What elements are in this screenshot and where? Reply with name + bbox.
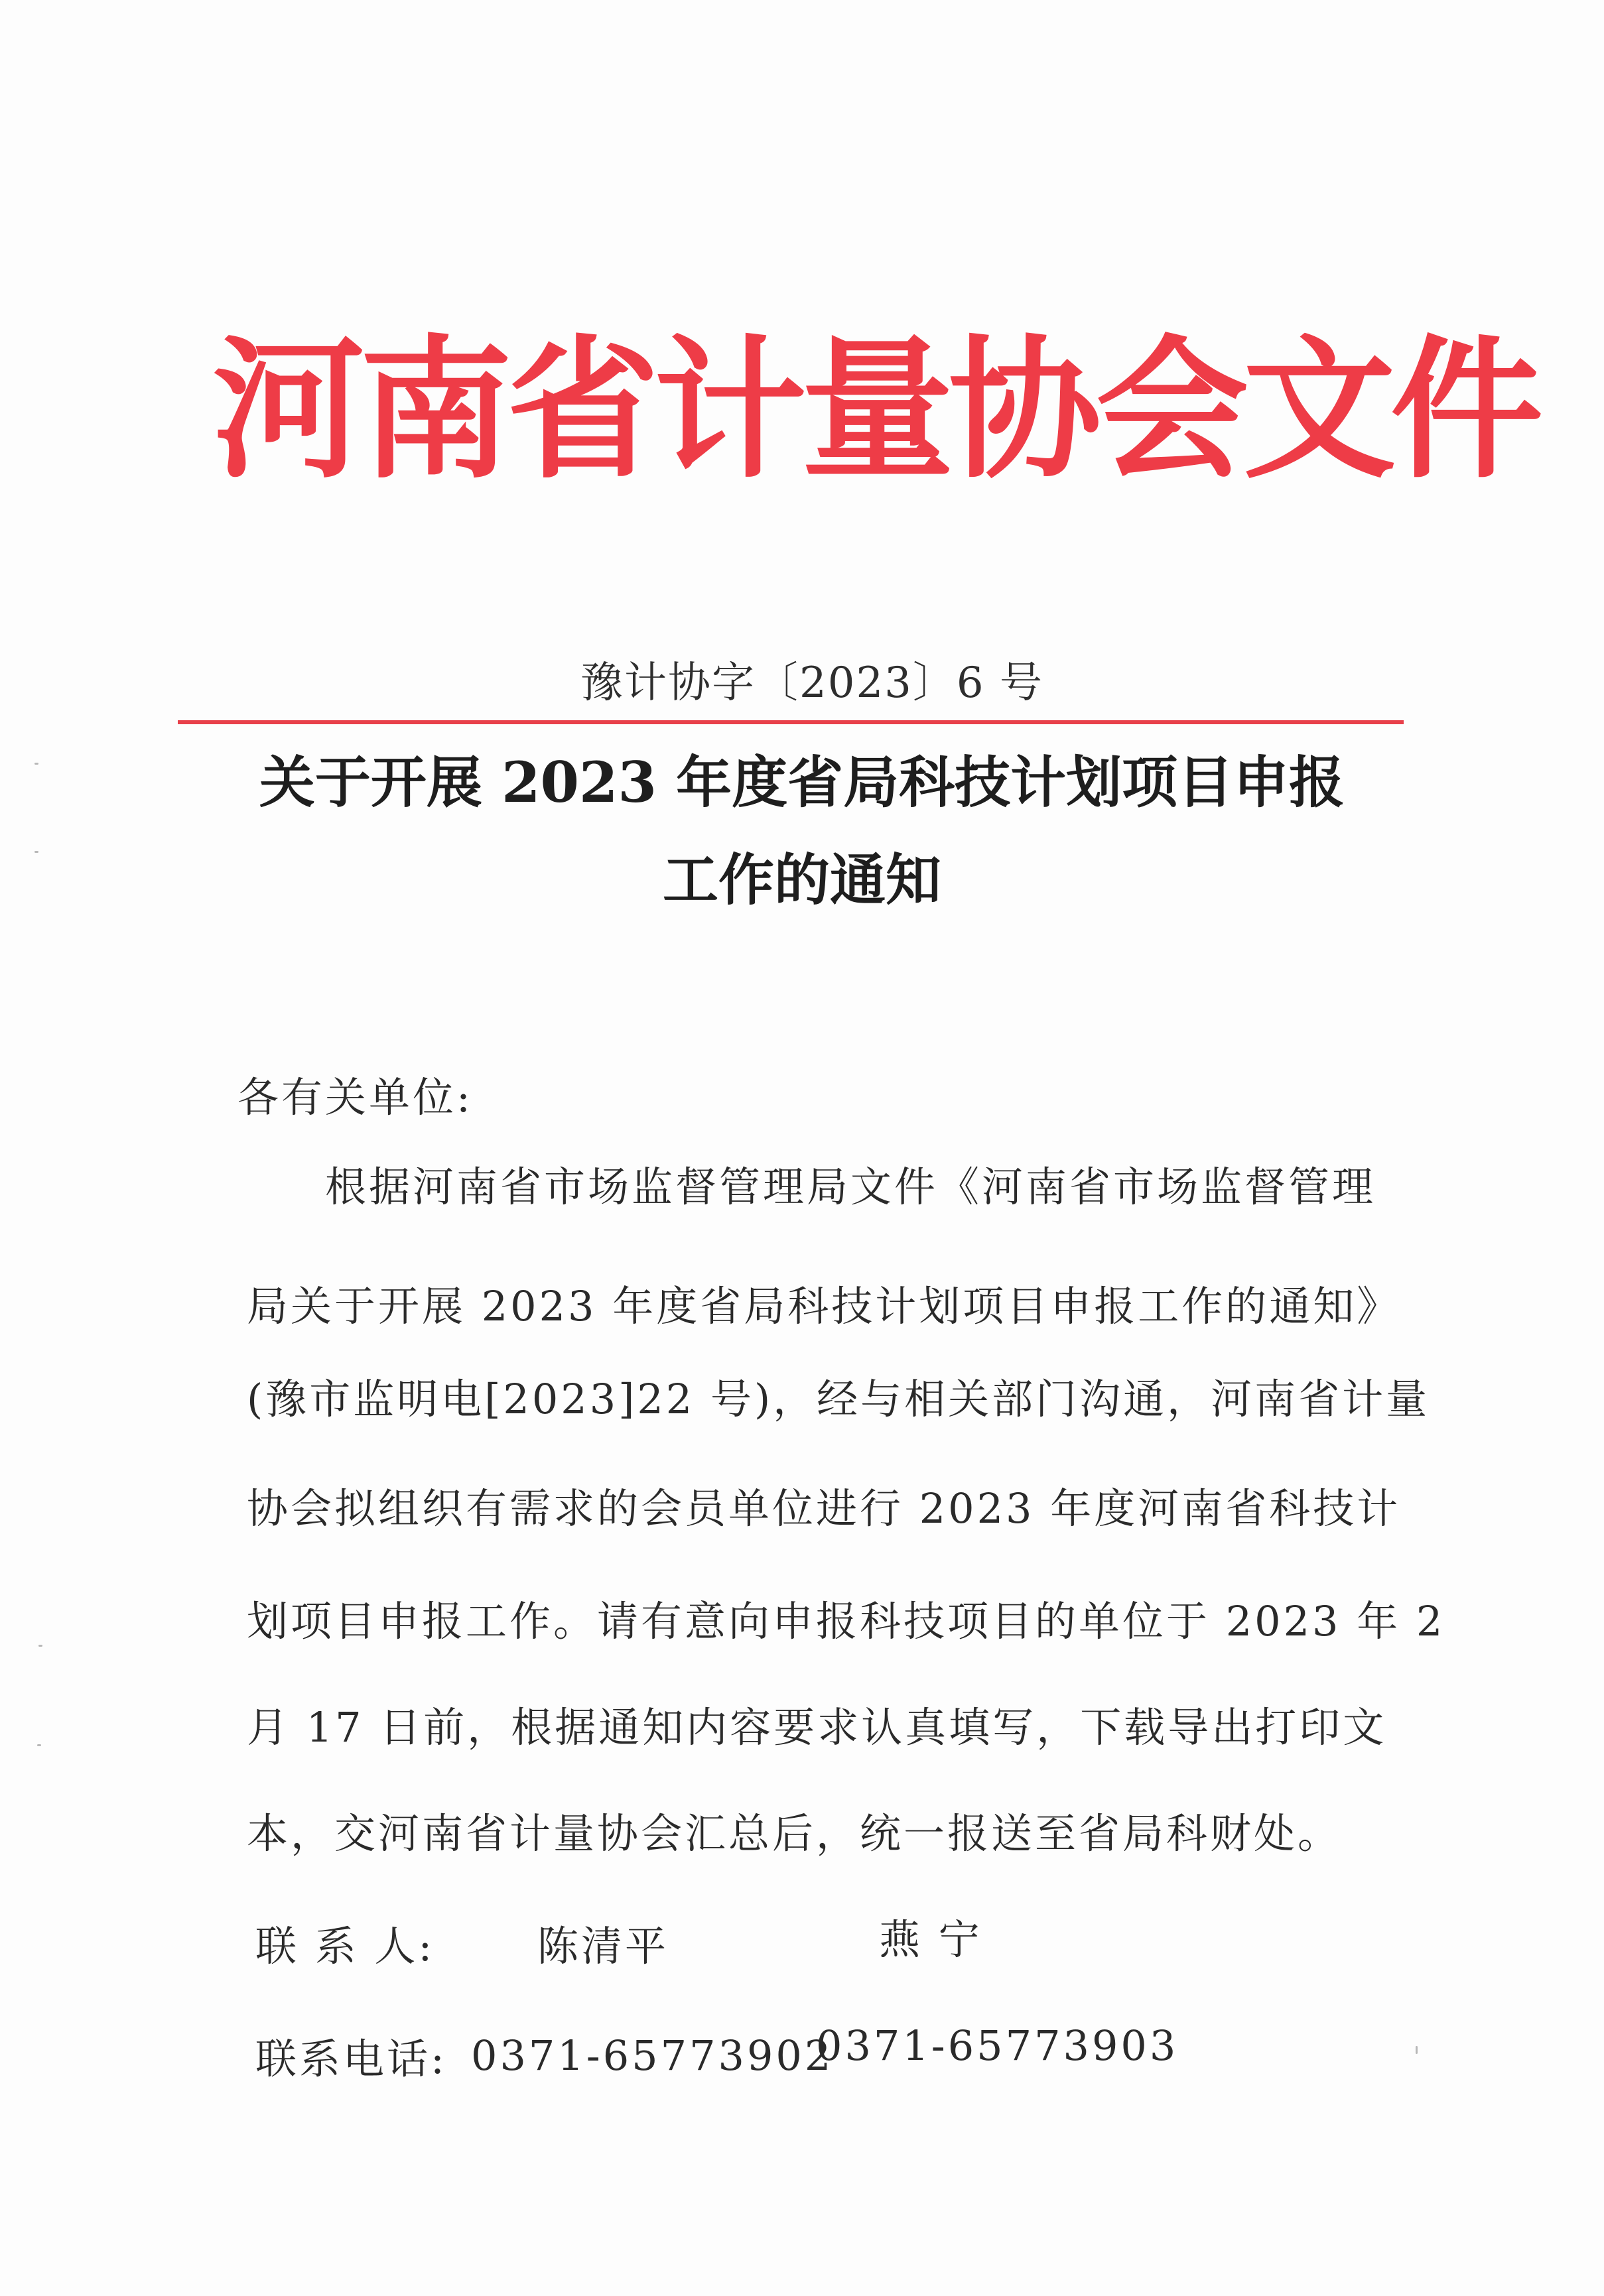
- red-divider-line: [178, 720, 1404, 724]
- contact-person-label: 联 系 人:: [255, 1922, 435, 1970]
- scan-speck: [34, 763, 38, 765]
- organization-title: 河南省计量协会文件: [212, 322, 1538, 499]
- contact-person-1: 陈清平: [537, 1922, 669, 1970]
- body-line-4: 协会拟组织有需求的会员单位进行 2023 年度河南省科技计: [247, 1484, 1401, 1533]
- body-line-6: 月 17 日前，根据通知内容要求认真填写，下载导出打印文: [247, 1703, 1387, 1752]
- contact-phone-1: 0371-65773902: [471, 2031, 834, 2080]
- notice-title-line-2: 工作的通知: [662, 847, 941, 913]
- scan-speck: [34, 851, 38, 853]
- scan-speck: [1416, 2046, 1418, 2054]
- body-line-1: 根据河南省市场监督管理局文件《河南省市场监督管理: [325, 1163, 1376, 1211]
- scan-speck: [37, 1744, 41, 1746]
- body-line-7: 本，交河南省计量协会汇总后，统一报送至省局科财处。: [247, 1809, 1342, 1858]
- body-line-5: 划项目申报工作。请有意向申报科技项目的单位于 2023 年 2: [247, 1597, 1445, 1645]
- salutation: 各有关单位:: [237, 1073, 473, 1121]
- body-line-2: 局关于开展 2023 年度省局科技计划项目申报工作的通知》: [247, 1282, 1401, 1330]
- contact-phone-2: 0371-65773903: [816, 2021, 1179, 2070]
- contact-phone-label: 联系电话:: [255, 2035, 447, 2083]
- document-number: 豫计协字〔2023〕6 号: [580, 659, 1043, 708]
- scan-speck: [38, 1645, 42, 1647]
- notice-title-line-1: 关于开展 2023 年度省局科技计划项目申报: [259, 749, 1345, 815]
- contact-person-2: 燕 宁: [879, 1915, 982, 1964]
- body-line-3: (豫市监明电[2023]22 号)，经与相关部门沟通，河南省计量: [247, 1375, 1430, 1423]
